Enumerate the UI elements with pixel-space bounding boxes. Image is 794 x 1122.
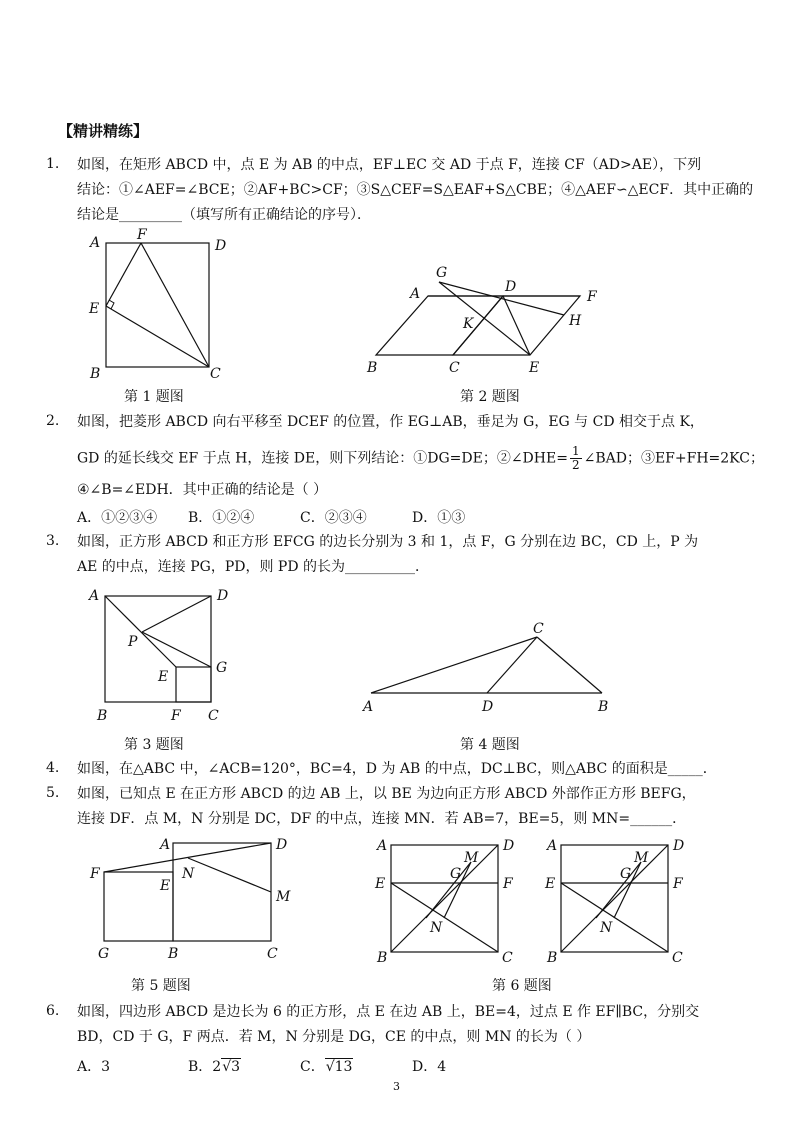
q2-option-a: A．①②③④ [77,510,158,526]
fig2-label-E: E [529,360,540,376]
q2-number: 2. [46,413,60,429]
fig6b-label-B: B [547,950,558,966]
q6-option-b-text: B．2 [188,1059,222,1075]
fig3-label-P: P [128,634,138,650]
q4-number: 4. [46,760,60,776]
q6-line2: BD，CD 于 G，F 两点．若 M，N 分别是 DG，CE 的中点，则 MN 的长为（ ） [77,1029,591,1045]
caption-fig6: 第 6 题图 [492,978,552,994]
fig6b-label-F: F [673,876,683,892]
caption-fig2: 第 2 题图 [460,389,520,405]
fig2-label-G: G [436,265,448,281]
fig6b-label-N: N [600,920,613,936]
fig5-label-D: D [276,837,288,853]
fig5-label-A: A [160,837,171,853]
fig6b-label-C: C [672,950,683,966]
fig6a-label-F: F [503,876,513,892]
fig5-label-B: B [168,946,179,962]
q6-number: 6. [46,1003,60,1019]
q2-option-b: B．①②④ [188,510,255,526]
fig5-label-E: E [160,878,171,894]
fig6a-label-B: B [377,950,388,966]
q2-line1: 如图，把菱形 ABCD 向右平移至 DCEF 的位置，作 EG⊥AB，垂足为 G，EG 与 CD 相交于点 K， [77,414,704,430]
q5-number: 5. [46,785,60,801]
fig3-label-E: E [158,669,169,685]
q3-line1: 如图，正方形 ABCD 和正方形 EFCG 的边长分别为 3 和 1，点 F，G 分别在边 BC，CD 上，P 为 [77,534,699,550]
fig4-label-C: C [533,621,544,637]
fig3-label-G: G [216,660,228,676]
q1-line2: 结论：①∠AEF=∠BCE；②AF+BC>CF；③S△CEF=S△EAF+S△CBE；④△AEF∽△ECF．其中正确的 [77,182,754,198]
fig1-label-E: E [89,301,100,317]
fig6a-label-C: C [502,950,513,966]
fig1-label-B: B [90,366,101,382]
q6-option-c-root: √13 [325,1059,353,1075]
fig5-label-M: M [276,889,291,905]
fig2-label-H: H [569,313,582,329]
q6-option-a: A．3 [77,1059,111,1075]
q2-line2-tail: ∠BAD；③EF+FH=2KC； [583,450,764,467]
q6-option-b-root: √3 [222,1059,241,1075]
q3-number: 3. [46,533,60,549]
q4-line1: 如图，在△ABC 中，∠ACB=120°，BC=4，D 为 AB 的中点，DC⊥BC，则△ABC 的面积是_____． [77,761,717,777]
q3-line2: AE 的中点，连接 PG，PD，则 PD 的长为__________． [77,559,430,575]
fig1-label-F: F [137,227,147,243]
q2-frac-num: 1 [571,444,580,458]
fig6b-label-D: D [673,838,685,854]
q1-line1: 如图，在矩形 ABCD 中，点 E 为 AB 的中点，EF⊥EC 交 AD 于点 F，连接 CF（AD>AE），下列 [77,157,702,173]
fig6b-label-E: E [545,876,556,892]
q5-line2: 连接 DF．点 M，N 分别是 DC，DF 的中点，连接 MN．若 AB=7，BE=5，则 MN=______． [77,811,687,827]
fig6b-label-M: M [634,850,649,866]
fig2-label-K: K [463,316,474,332]
q6-line1: 如图，四边形 ABCD 是边长为 6 的正方形，点 E 在边 AB 上，BE=4，过点 E 作 EF∥BC，分别交 [77,1004,700,1020]
fig2-label-B: B [367,360,378,376]
fig2-label-D: D [505,279,517,295]
caption-fig3: 第 3 题图 [124,737,184,753]
caption-fig1: 第 1 题图 [124,389,184,405]
fig6a-label-M: M [464,850,479,866]
fig5-label-C: C [267,946,278,962]
fig6a-label-N: N [430,920,443,936]
fig6a-label-E: E [375,876,386,892]
q2-line2-text: GD 的延长线交 EF 于点 H，连接 DE，则下列结论：①DG=DE；②∠DHE= [77,450,568,467]
section-title: 【精讲精练】 [58,122,149,140]
fig2-label-A: A [410,286,421,302]
fig3-label-D: D [217,588,229,604]
fig5-label-N: N [182,866,195,882]
q5-line1: 如图，已知点 E 在正方形 ABCD 的边 AB 上，以 BE 为边向正方形 ABCD 外部作正方形 BEFG， [77,786,696,802]
fig3-label-C: C [208,708,219,724]
fig6a-label-G: G [450,866,462,882]
q2-option-d: D．①③ [412,510,466,526]
caption-fig5: 第 5 题图 [131,978,191,994]
fig5-label-F: F [90,866,100,882]
fig3-label-F: F [171,708,181,724]
q2-line3: ④∠B=∠EDH．其中正确的结论是（ ） [77,482,328,498]
q6-option-c-text: C． [300,1059,325,1075]
fig4-label-A: A [363,699,374,715]
q6-option-b [188,1056,241,1076]
fig6b-label-A: A [547,838,558,854]
fig4-label-D: D [482,699,494,715]
caption-fig4: 第 4 题图 [460,737,520,753]
q2-frac-den: 2 [571,458,580,472]
fig3-label-A: A [89,588,100,604]
fig1-label-C: C [210,366,221,382]
fig4-label-B: B [598,699,609,715]
fig6a-label-A: A [377,838,388,854]
q6-option-c [300,1056,353,1076]
fig6b-label-G: G [620,866,632,882]
fig2-label-F: F [587,289,597,305]
q1-number: 1. [46,156,60,172]
q6-option-d: D．4 [412,1059,447,1075]
fig2-label-C: C [449,360,460,376]
fig1-label-A: A [90,235,101,251]
page-number: 3 [393,1080,400,1093]
q2-option-c: C．②③④ [300,510,367,526]
fig5-label-G: G [98,946,110,962]
q1-line3: 结论是_________（填写所有正确结论的序号）． [77,207,371,223]
fig3-label-B: B [97,708,108,724]
fig6a-label-D: D [503,838,515,854]
fig1-label-D: D [215,238,227,254]
